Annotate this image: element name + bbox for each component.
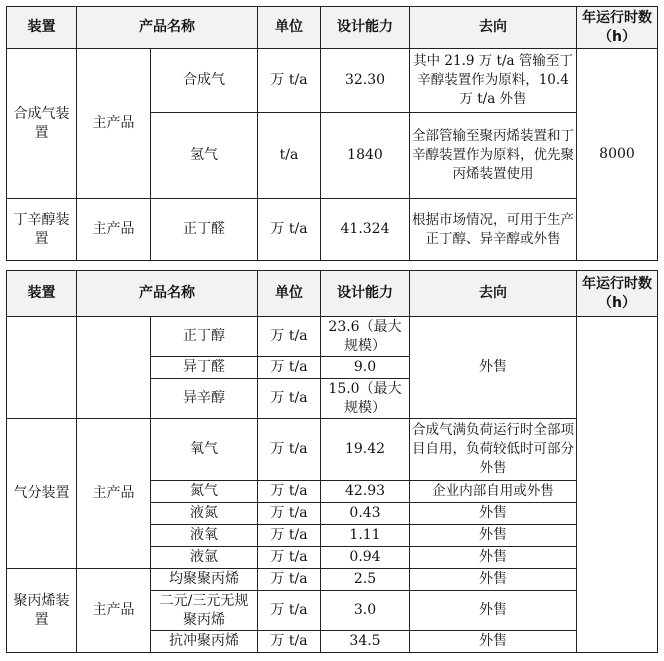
destination-cell: 外售 (410, 317, 577, 419)
header-runtime: 年运行时数（h） (577, 7, 658, 49)
destination-cell: 全部管输至聚丙烯装置和丁辛醇装置作为原料，优先聚丙烯装置使用 (410, 113, 577, 199)
header-device: 装置 (7, 7, 77, 49)
device-cell-empty (7, 317, 77, 419)
header-unit: 单位 (258, 7, 321, 49)
category-cell-empty (77, 317, 151, 419)
header-destination: 去向 (410, 7, 577, 49)
device-cell: 丁辛醇装置 (7, 199, 77, 261)
destination-cell: 外售 (410, 569, 577, 591)
capacity-cell: 23.6（最大规模） (321, 317, 410, 357)
destination-cell: 外售 (410, 591, 577, 631)
header-product-name: 产品名称 (77, 7, 258, 49)
product-cell: 均聚聚丙烯 (151, 569, 258, 591)
header-runtime: 年运行时数（h） (577, 271, 658, 317)
device-cell: 合成气装置 (7, 49, 77, 199)
unit-cell: 万 t/a (258, 547, 321, 569)
capacity-cell: 2.5 (321, 569, 410, 591)
product-cell: 正丁醛 (151, 199, 258, 261)
device-cell: 聚丙烯装置 (7, 569, 77, 653)
device-cell: 气分装置 (7, 419, 77, 569)
product-cell: 液氩 (151, 547, 258, 569)
unit-cell: 万 t/a (258, 591, 321, 631)
product-cell: 抗冲聚丙烯 (151, 631, 258, 653)
runtime-cell-empty (577, 317, 658, 653)
header-device: 装置 (7, 271, 77, 317)
product-table-1 (6, 6, 658, 261)
unit-cell: 万 t/a (258, 503, 321, 525)
capacity-cell: 34.5 (321, 631, 410, 653)
destination-cell: 企业内部自用或外售 (410, 481, 577, 503)
unit-cell: 万 t/a (258, 525, 321, 547)
destination-cell: 外售 (410, 525, 577, 547)
destination-cell: 其中 21.9 万 t/a 管输至丁辛醇装置作为原料，10.4 万 t/a 外售 (410, 49, 577, 113)
header-product-name: 产品名称 (77, 271, 258, 317)
product-cell: 异丁醛 (151, 357, 258, 379)
product-table-2 (6, 270, 658, 653)
header-capacity: 设计能力 (321, 7, 410, 49)
header-unit: 单位 (258, 271, 321, 317)
capacity-cell: 1840 (321, 113, 410, 199)
category-cell: 主产品 (77, 419, 151, 569)
product-cell: 异辛醇 (151, 379, 258, 419)
runtime-cell: 8000 (577, 49, 658, 261)
capacity-cell: 42.93 (321, 481, 410, 503)
header-capacity: 设计能力 (321, 271, 410, 317)
category-cell: 主产品 (77, 199, 151, 261)
header-destination: 去向 (410, 271, 577, 317)
unit-cell: 万 t/a (258, 481, 321, 503)
category-cell: 主产品 (77, 569, 151, 653)
product-cell: 合成气 (151, 49, 258, 113)
product-cell: 液氧 (151, 525, 258, 547)
unit-cell: 万 t/a (258, 569, 321, 591)
unit-cell: 万 t/a (258, 379, 321, 419)
capacity-cell: 15.0（最大规模） (321, 379, 410, 419)
unit-cell: 万 t/a (258, 631, 321, 653)
product-cell: 正丁醇 (151, 317, 258, 357)
unit-cell: 万 t/a (258, 419, 321, 481)
product-cell: 液氮 (151, 503, 258, 525)
capacity-cell: 1.11 (321, 525, 410, 547)
product-cell: 氧气 (151, 419, 258, 481)
unit-cell: 万 t/a (258, 357, 321, 379)
capacity-cell: 0.43 (321, 503, 410, 525)
capacity-cell: 32.30 (321, 49, 410, 113)
capacity-cell: 41.324 (321, 199, 410, 261)
destination-cell: 外售 (410, 503, 577, 525)
capacity-cell: 19.42 (321, 419, 410, 481)
destination-cell: 外售 (410, 631, 577, 653)
destination-cell: 根据市场情况，可用于生产正丁醇、异辛醇或外售 (410, 199, 577, 261)
category-cell: 主产品 (77, 49, 151, 199)
capacity-cell: 3.0 (321, 591, 410, 631)
product-cell: 二元/三元无规聚丙烯 (151, 591, 258, 631)
destination-cell: 合成气满负荷运行时全部项目自用，负荷较低时可部分外售 (410, 419, 577, 481)
capacity-cell: 0.94 (321, 547, 410, 569)
product-cell: 氢气 (151, 113, 258, 199)
destination-cell: 外售 (410, 547, 577, 569)
unit-cell: 万 t/a (258, 317, 321, 357)
unit-cell: 万 t/a (258, 49, 321, 113)
capacity-cell: 9.0 (321, 357, 410, 379)
product-cell: 氮气 (151, 481, 258, 503)
unit-cell: t/a (258, 113, 321, 199)
unit-cell: 万 t/a (258, 199, 321, 261)
